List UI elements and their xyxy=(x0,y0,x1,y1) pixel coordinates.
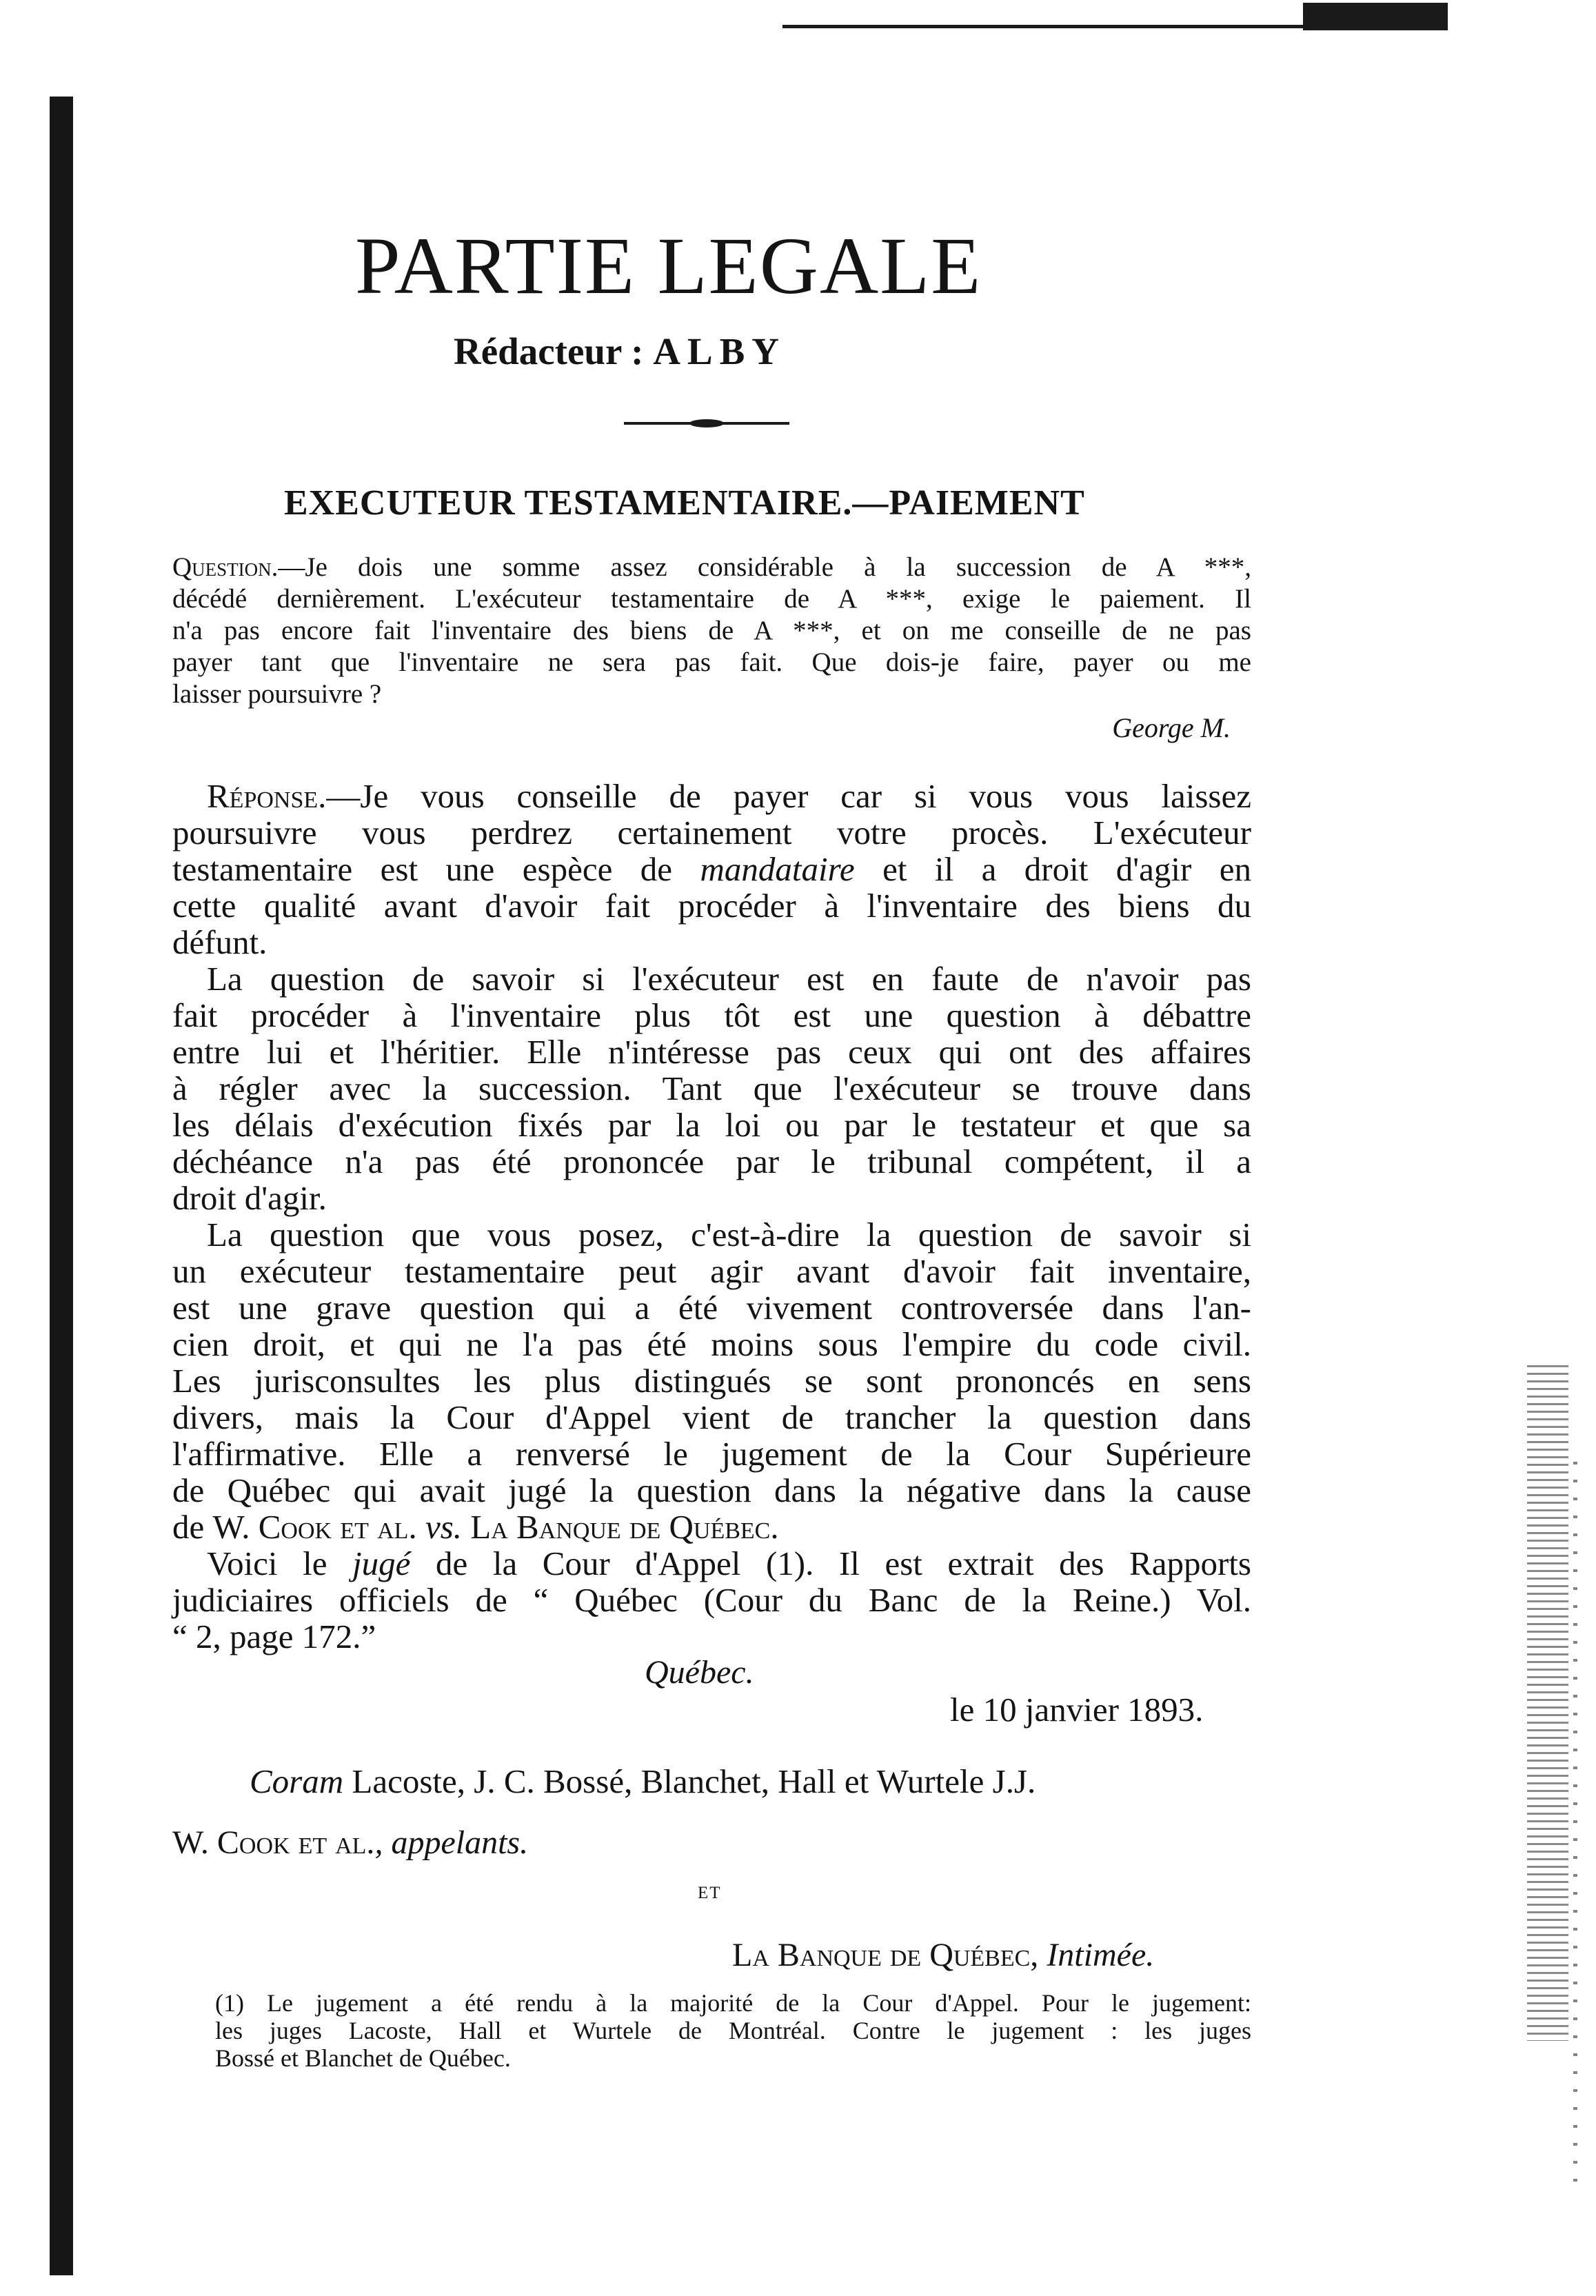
question-line: n'a pas encore fait l'inventaire des biens de A ***, et on me conseille de ne pas xyxy=(172,616,1251,645)
coram-line: Coram Lacoste, J. C. Bossé, Blanchet, Hall et Wurtele J.J. xyxy=(250,1762,1036,1800)
judgment-date: le 10 janvier 1893. xyxy=(950,1691,1204,1729)
title-ornament xyxy=(624,422,789,425)
footnote-line: Bossé et Blanchet de Québec. xyxy=(215,2044,511,2072)
paragraph-line: entre lui et l'héritier. Elle n'intéresse pas ceux qui ont des affaires xyxy=(172,1033,1251,1071)
paragraph-line: à régler avec la succession. Tant que l'exécuteur se trouve dans xyxy=(172,1069,1251,1107)
appellants-line: W. Cook et al., appelants. xyxy=(172,1824,529,1861)
answer-line: cette qualité avant d'avoir fait procéder à l'inventaire des biens du xyxy=(172,887,1251,925)
question-label: Question. xyxy=(172,552,279,582)
answer-line: testamentaire est une espèce de mandataire et il a droit d'agir en xyxy=(172,850,1251,888)
paragraph-line: La question de savoir si l'exécuteur est en faute de n'avoir pas xyxy=(207,960,1251,998)
paragraph-line: est une grave question qui a été vivement controversée dans l'an- xyxy=(172,1289,1251,1327)
editor-label: Rédacteur : xyxy=(454,330,644,372)
question-line: payer tant que l'inventaire ne sera pas fait. Que dois-je faire, payer ou me xyxy=(172,647,1251,677)
paragraph-line: cien droit, et qui ne l'a pas été moins sous l'empire du code civil. xyxy=(172,1325,1251,1363)
paragraph-line: déchéance n'a pas été prononcée par le tribunal compétent, il a xyxy=(172,1142,1251,1180)
top-rule xyxy=(782,25,1444,28)
answer-line: poursuivre vous perdrez certainement votre procès. L'exécuteur xyxy=(172,814,1251,852)
footnote-line: (1) Le jugement a été rendu à la majorité de la Cour d'Appel. Pour le jugement: xyxy=(215,1989,1251,2017)
paragraph-line: les délais d'exécution fixés par la loi ou par le testateur et que sa xyxy=(172,1106,1251,1144)
question-line: Question.—Je dois une somme assez considérable à la succession de A ***, xyxy=(172,552,1251,582)
case-party: W. Cook et al. xyxy=(212,1508,417,1546)
answer-line: Réponse.—Je vous conseille de payer car si vous vous laissez xyxy=(207,777,1251,815)
answer-label: Réponse. xyxy=(207,777,327,815)
paragraph-line: l'affirmative. Elle a renversé le jugement de la Cour Supérieure xyxy=(172,1435,1251,1473)
paragraph-line: Voici le jugé de la Cour d'Appel (1). Il est extrait des Rapports xyxy=(207,1544,1251,1582)
judgment-place: Québec. xyxy=(645,1654,754,1691)
question-line: décédé dernièrement. L'exécuteur testamentaire de A ***, exige le paiement. Il xyxy=(172,584,1251,614)
scan-noise-dots xyxy=(1573,1462,1577,2186)
article-heading: EXECUTEUR TESTAMENTAIRE.—PAIEMENT xyxy=(284,483,1085,523)
paragraph-line: judiciaires officiels de “ Québec (Cour du Banc de la Reine.) Vol. xyxy=(172,1581,1251,1619)
paragraph-line: La question que vous posez, c'est-à-dire la question de savoir si xyxy=(207,1216,1251,1253)
paragraph-line: Les jurisconsultes les plus distingués se sont prononcés en sens xyxy=(172,1362,1251,1400)
paragraph-line: droit d'agir. xyxy=(172,1179,327,1217)
case-citation-line: de W. Cook et al. vs. La Banque de Québec. xyxy=(172,1508,779,1546)
paragraph-line: un exécuteur testamentaire peut agir avant d'avoir fait inventaire, xyxy=(172,1252,1251,1290)
question-signature: George M. xyxy=(1112,712,1231,743)
paragraph-line: de Québec qui avait jugé la question dans la négative dans la cause xyxy=(172,1471,1251,1509)
et-separator: et xyxy=(698,1876,722,1904)
paragraph-line: fait procéder à l'inventaire plus tôt est une question à débattre xyxy=(172,996,1251,1034)
question-line: laisser poursuivre ? xyxy=(172,679,382,709)
answer-line: défunt. xyxy=(172,923,267,961)
respondent-line: La Banque de Québec, Intimée. xyxy=(732,1937,1155,1973)
paragraph-line: “ 2, page 172.” xyxy=(172,1618,376,1655)
footnote-line: les juges Lacoste, Hall et Wurtele de Montréal. Contre le jugement : les juges xyxy=(215,2017,1251,2044)
paragraph-line: divers, mais la Cour d'Appel vient de trancher la question dans xyxy=(172,1398,1251,1436)
scan-binding-edge xyxy=(50,97,73,2275)
page-title: PARTIE LEGALE xyxy=(355,221,982,311)
editor-name: ALBY xyxy=(653,330,786,372)
editor-line xyxy=(454,330,786,373)
scan-noise-right xyxy=(1527,1365,1568,2041)
case-party: La Banque de Québec. xyxy=(470,1508,779,1546)
